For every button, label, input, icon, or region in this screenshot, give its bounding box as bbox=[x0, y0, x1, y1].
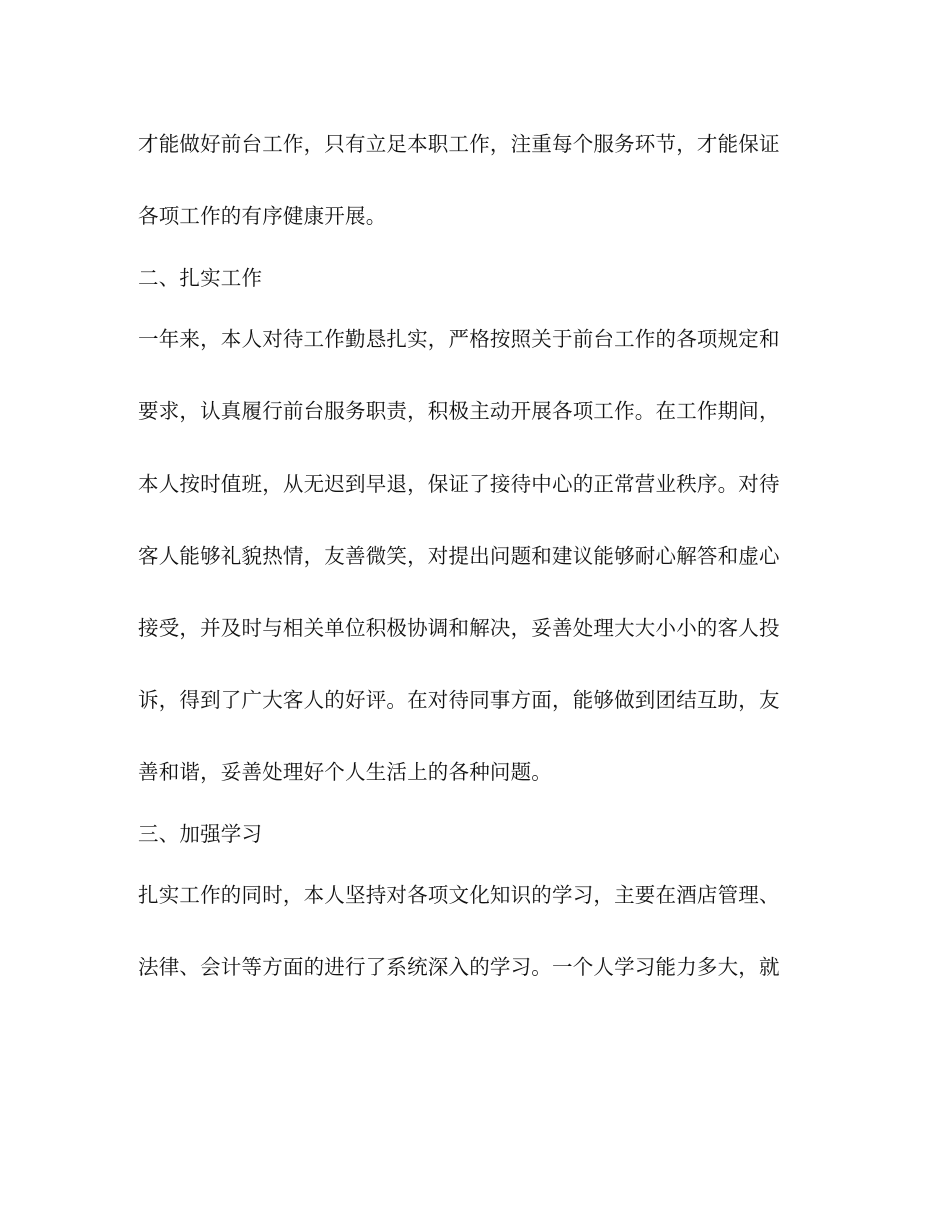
paragraph-line: 接受，并及时与相关单位积极协调和解决，妥善处理大大小小的客人投 bbox=[138, 616, 780, 640]
paragraph-line: 善和谐，妥善处理好个人生活上的各种问题。 bbox=[138, 760, 552, 784]
paragraph-line: 扎实工作的同时，本人坚持对各项文化知识的学习，主要在酒店管理、 bbox=[138, 883, 780, 907]
paragraph-line: 本人按时值班，从无迟到早退，保证了接待中心的正常营业秩序。对待 bbox=[138, 472, 780, 496]
section-heading: 二、扎实工作 bbox=[138, 266, 263, 290]
paragraph-line: 一年来，本人对待工作勤恳扎实，严格按照关于前台工作的各项规定和 bbox=[138, 327, 780, 351]
paragraph-line: 要求，认真履行前台服务职责，积极主动开展各项工作。在工作期间， bbox=[138, 399, 780, 423]
paragraph-line: 才能做好前台工作，只有立足本职工作，注重每个服务环节，才能保证 bbox=[138, 132, 780, 156]
paragraph-line: 诉，得到了广大客人的好评。在对待同事方面，能够做到团结互助，友 bbox=[138, 688, 780, 712]
section-heading: 三、加强学习 bbox=[138, 822, 263, 846]
paragraph-line: 客人能够礼貌热情，友善微笑，对提出问题和建议能够耐心解答和虚心 bbox=[138, 544, 780, 568]
paragraph-line: 各项工作的有序健康开展。 bbox=[138, 204, 387, 228]
paragraph-line: 法律、会计等方面的进行了系统深入的学习。一个人学习能力多大，就 bbox=[138, 955, 780, 979]
